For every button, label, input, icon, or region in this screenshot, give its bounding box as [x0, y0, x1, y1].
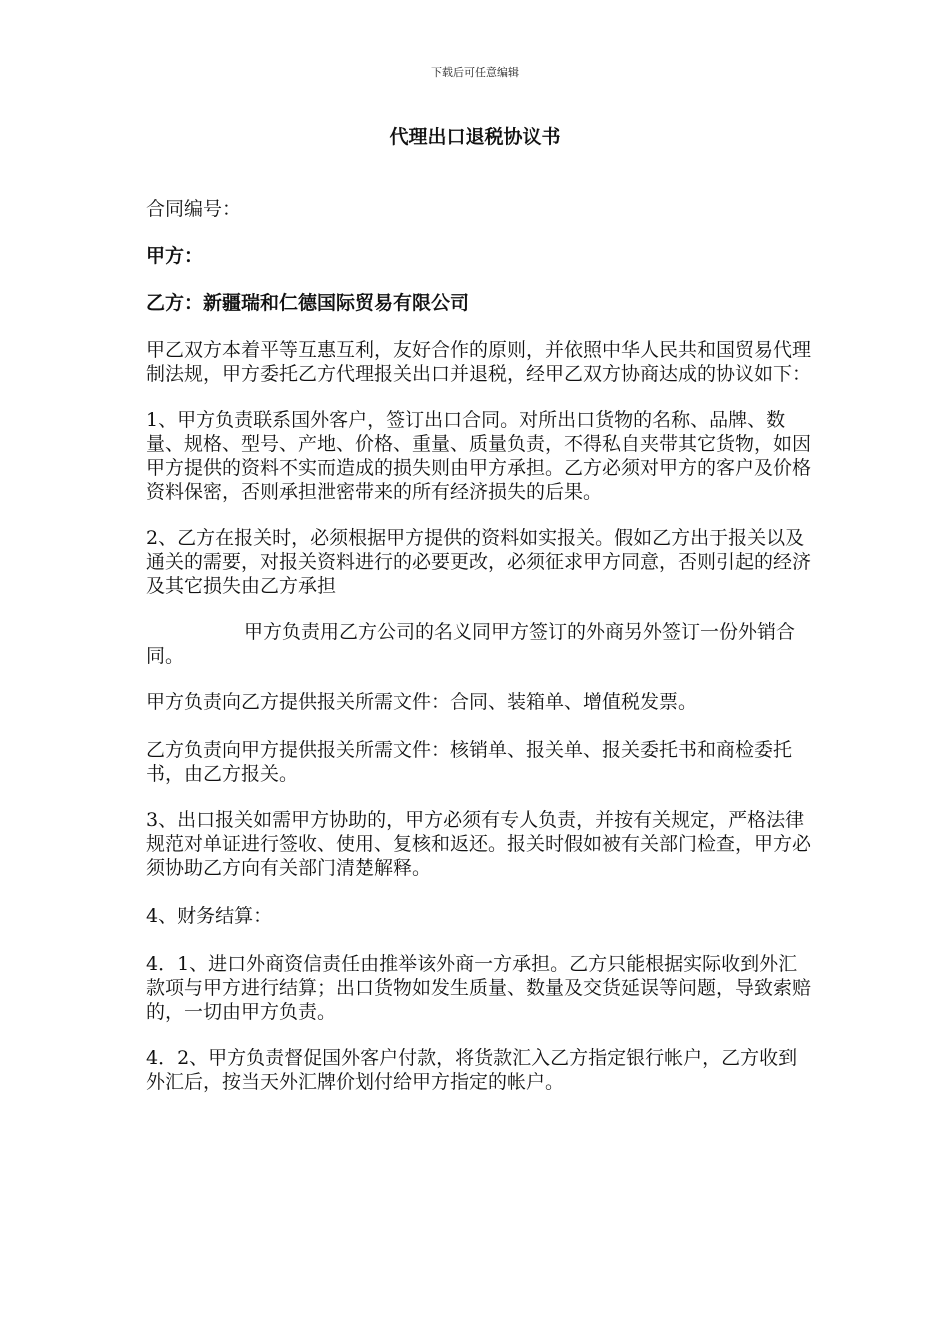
clause-4-1: 4．1、进口外商资信责任由推举该外商一方承担。乙方只能根据实际收到外汇款项与甲方进行结算；出口货物如发生质量、数量及交货延误等问题，导致索赔的，一切由甲方负责。 [146, 953, 812, 1023]
party-a-label: 甲方： [146, 245, 204, 267]
contract-number-label: 合同编号： [146, 198, 242, 220]
intro-paragraph: 甲乙双方本着平等互惠互利，友好合作的原则，并依照中华人民共和国贸易代理制法规，甲方委托乙方代理报关出口并退税，经甲乙双方协商达成的协议如下： [146, 339, 812, 385]
clause-3: 3、出口报关如需甲方协助的，甲方必须有专人负责，并按有关规定，严格法律规范对单证进行签收、使用、复核和返还。报关时假如被有关部门检查，甲方必须协助乙方向有关部门清楚解释。 [146, 809, 812, 879]
document-body [146, 197, 814, 1094]
clause-2-foreign-contract: 甲方负责用乙方公司的名义同甲方签订的外商另外签订一份外销合同。 [146, 621, 796, 667]
clause-2: 2、乙方在报关时，必须根据甲方提供的资料如实报关。假如乙方出于报关以及通关的需要，对报关资料进行的必要更改，必须征求甲方同意，否则引起的经济及其它损失由乙方承担 [146, 527, 812, 597]
clause-4-heading: 4、财务结算： [146, 905, 273, 927]
header-note: 下载后可任意编辑 [431, 66, 519, 79]
clause-2-party-b-documents: 乙方负责向甲方提供报关所需文件：核销单、报关单、报关委托书和商检委托书，由乙方报关。 [146, 739, 793, 785]
clause-4-2: 4．2、甲方负责督促国外客户付款，将货款汇入乙方指定银行帐户，乙方收到外汇后，按当天外汇牌价划付给甲方指定的帐户。 [146, 1047, 798, 1093]
document-title: 代理出口退税协议书 [389, 126, 561, 148]
clause-1: 1、甲方负责联系国外客户，签订出口合同。对所出口货物的名称、品牌、数量、规格、型号、产地、价格、重量、质量负责，不得私自夹带其它货物，如因甲方提供的资料不实而造成的损失则由甲方承担。乙方必须对甲方的客户及价格资料保密，否则承担泄密带来的所有经济损失的后果。 [146, 409, 812, 503]
party-b-line: 乙方：新疆瑞和仁德国际贸易有限公司 [146, 292, 470, 314]
clause-2-party-a-documents: 甲方负责向乙方提供报关所需文件：合同、装箱单、增值税发票。 [146, 691, 698, 713]
